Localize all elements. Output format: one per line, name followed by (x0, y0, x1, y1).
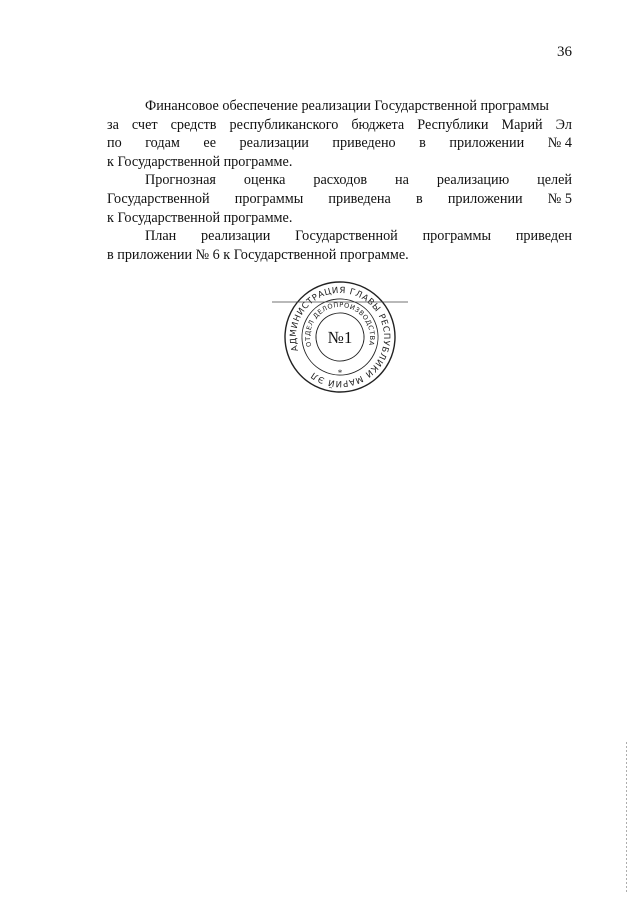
page-number: 36 (557, 44, 572, 60)
paragraph-3-line-1: План реализации Государственной программы приведен (145, 228, 572, 245)
paragraph-1-line-1: Финансовое обеспечение реализации Государственной программы (145, 98, 549, 114)
paragraph-2-line-3: к Государственной программе. (107, 209, 293, 226)
seal-star: * (337, 368, 343, 378)
paragraph-2-line-2: Государственной программы приведена в приложении № 5 (107, 190, 572, 207)
seal-inner-text: ОТДЕЛ ДЕЛОПРОИЗВОДСТВА (303, 300, 377, 348)
scan-edge-artifact (626, 742, 627, 892)
official-seal (270, 280, 410, 395)
paragraph-2-line-1: Прогнозная оценка расходов на реализацию целей (145, 172, 572, 189)
paragraph-1-line-3: по годам ее реализации приведено в приложении № 4 (107, 135, 572, 152)
seal-outer-text: АДМИНИСТРАЦИЯ ГЛАВЫ РЕСПУБЛИКИ МАРИЙ ЭЛ (288, 285, 392, 389)
paragraph-1-line-2: за счет средств республиканского бюджета Республики Марий Эл (107, 116, 572, 133)
seal-center-number: №1 (327, 328, 353, 347)
body-text (107, 97, 572, 264)
paragraph-3-line-2: в приложении № 6 к Государственной программе. (107, 246, 409, 263)
paragraph-1-line-4: к Государственной программе. (107, 153, 293, 170)
